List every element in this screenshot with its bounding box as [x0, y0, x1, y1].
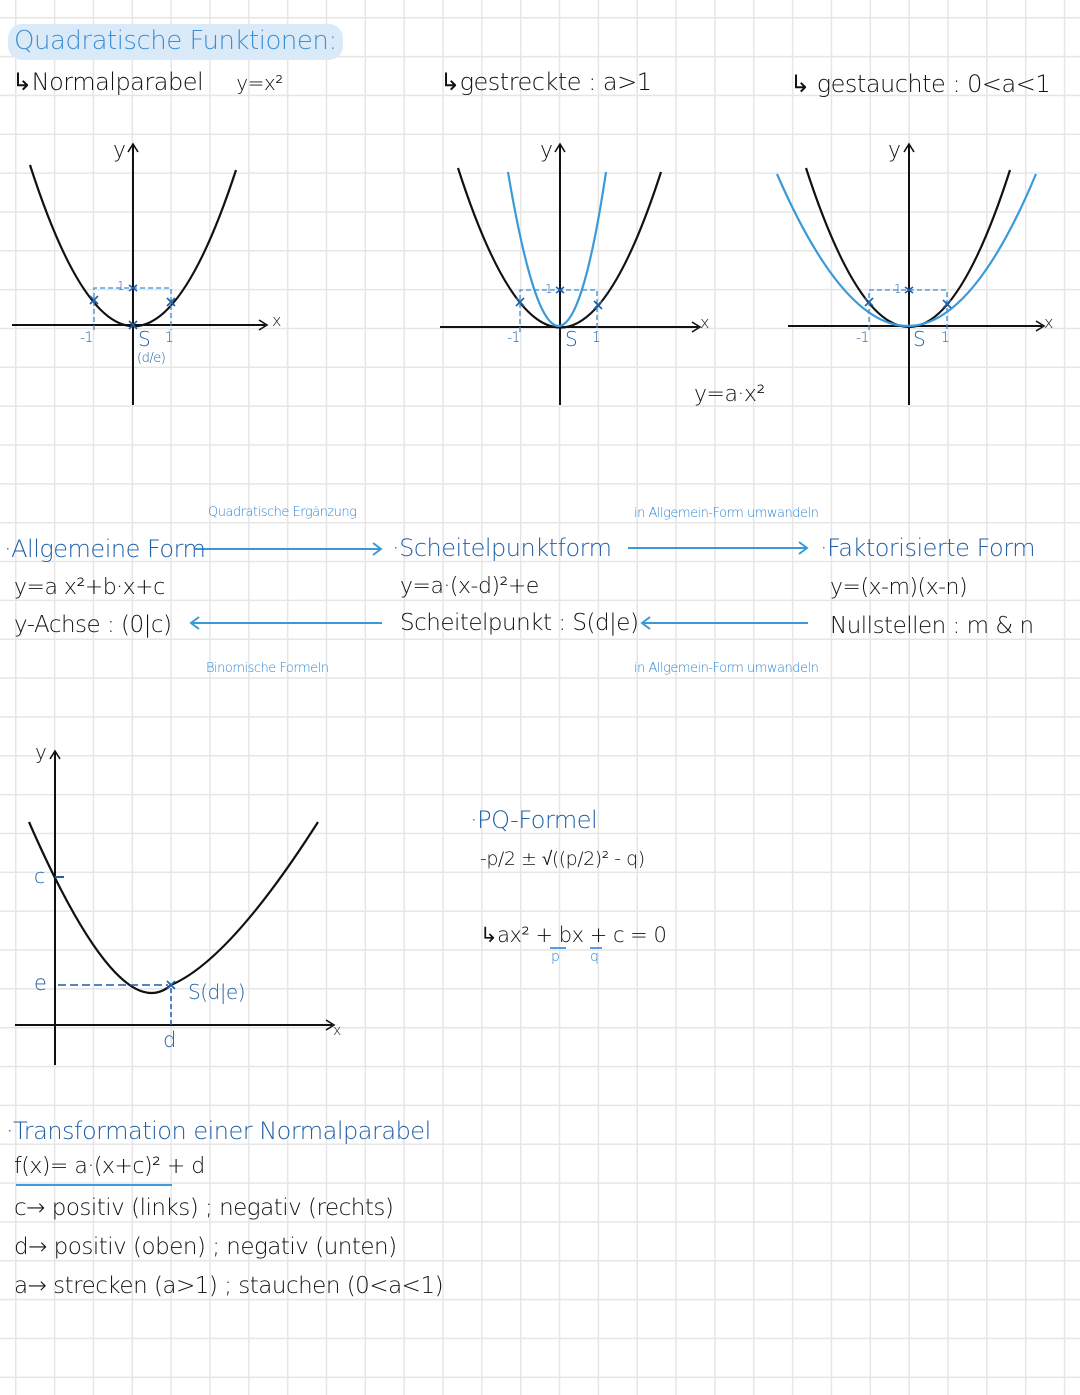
transformation-formula: f(x)= a·(x+c)² + d: [14, 1154, 205, 1179]
axis-x-label: x: [272, 311, 281, 330]
pq-formel-formula: -p/2 ± √((p/2)² - q): [480, 848, 645, 870]
stretch-formula: y=a·x²: [694, 382, 765, 407]
tick-y-1: 1: [117, 279, 125, 293]
vertex-y-label: e: [34, 971, 47, 995]
transformation-line-d: d→ positiv (oben) ; negativ (unten): [14, 1234, 397, 1260]
transformation-line-c: c→ positiv (links) ; negativ (rechts): [14, 1195, 394, 1221]
graph-gestauchte: [770, 130, 1080, 410]
faktorisierte-form-formula: y=(x-m)(x-n): [830, 575, 968, 600]
normalparabel-formula: y=x²: [236, 71, 283, 95]
pq-p-label: p: [551, 949, 560, 965]
pq-equation: ↳ax² + bx + c = 0: [480, 923, 667, 947]
tick-pos-1: 1: [941, 330, 950, 346]
gestauchte-heading: ↳ gestauchte : 0<a<1: [790, 70, 1051, 98]
axis-y-label: y: [540, 138, 553, 163]
tick-pos-1: 1: [592, 330, 601, 346]
pq-formel-heading: ·PQ-Formel: [470, 806, 598, 834]
axis-x-label: x: [700, 313, 709, 332]
graph-gestreckte: [430, 130, 780, 420]
axis-y-label: y: [113, 138, 126, 163]
gestreckte-heading: ↳gestreckte : a>1: [440, 68, 652, 96]
transformation-line-a: a→ strecken (a>1) ; stauchen (0<a<1): [14, 1273, 444, 1299]
scheitelpunktform-note: Scheitelpunkt : S(d|e): [400, 610, 639, 636]
vertex-label: S: [138, 327, 151, 351]
y-intercept-label: c: [34, 864, 45, 888]
tick-neg-1: -1: [80, 330, 93, 346]
graph-vertex-form: [0, 730, 360, 1070]
pq-q-label: q: [590, 949, 599, 965]
normalparabel-label: ↳Normalparabel: [12, 68, 204, 96]
allgemeine-form-formula: y=a x²+b·x+c: [14, 575, 165, 600]
axis-y-label: y: [35, 740, 47, 764]
allgemeine-form-note: y-Achse : (0|c): [14, 612, 172, 638]
vertex-label: S: [565, 327, 578, 351]
tick-pos-1: 1: [165, 330, 174, 346]
scheitelpunktform-formula: y=a·(x-d)²+e: [400, 574, 539, 599]
axis-y-label: y: [888, 138, 901, 163]
arrow-label-quadratische-ergaenzung: Quadratische Ergänzung: [208, 505, 357, 520]
transformation-heading: ·Transformation einer Normalparabel: [6, 1117, 431, 1145]
graph-normalparabel: [0, 130, 300, 410]
tick-neg-1: -1: [856, 330, 869, 346]
page-title: Quadratische Funktionen:: [8, 28, 343, 54]
axis-x-label: x: [1044, 313, 1053, 332]
faktorisierte-form-heading: ·Faktorisierte Form: [820, 534, 1036, 562]
faktorisierte-form-note: Nullstellen : m & n: [830, 613, 1034, 639]
pq-underlines: [540, 945, 620, 955]
vertex-point-label: S(d|e): [188, 980, 246, 1004]
vertex-label: S: [913, 327, 926, 351]
arrow-label-binomische-formeln: Binomische Formeln: [206, 661, 329, 676]
formula-underline: [16, 1184, 172, 1186]
vertex-x-label: d: [163, 1028, 176, 1052]
allgemeine-form-heading: ·Allgemeine Form: [4, 535, 206, 563]
scheitelpunktform-heading: ·Scheitelpunktform: [392, 534, 612, 562]
arrow-label-allgemein-bottom: in Allgemein-Form umwandeln: [634, 661, 819, 676]
tick-neg-1: -1: [507, 330, 520, 346]
axis-x-label: x: [333, 1023, 341, 1039]
arrow-label-allgemein-top: in Allgemein-Form umwandeln: [634, 506, 819, 521]
tick-y-1: 1: [894, 282, 902, 296]
tick-y-1: 1: [545, 282, 553, 296]
vertex-coords: (d/e): [137, 351, 166, 366]
normalparabel-heading: [12, 70, 283, 94]
